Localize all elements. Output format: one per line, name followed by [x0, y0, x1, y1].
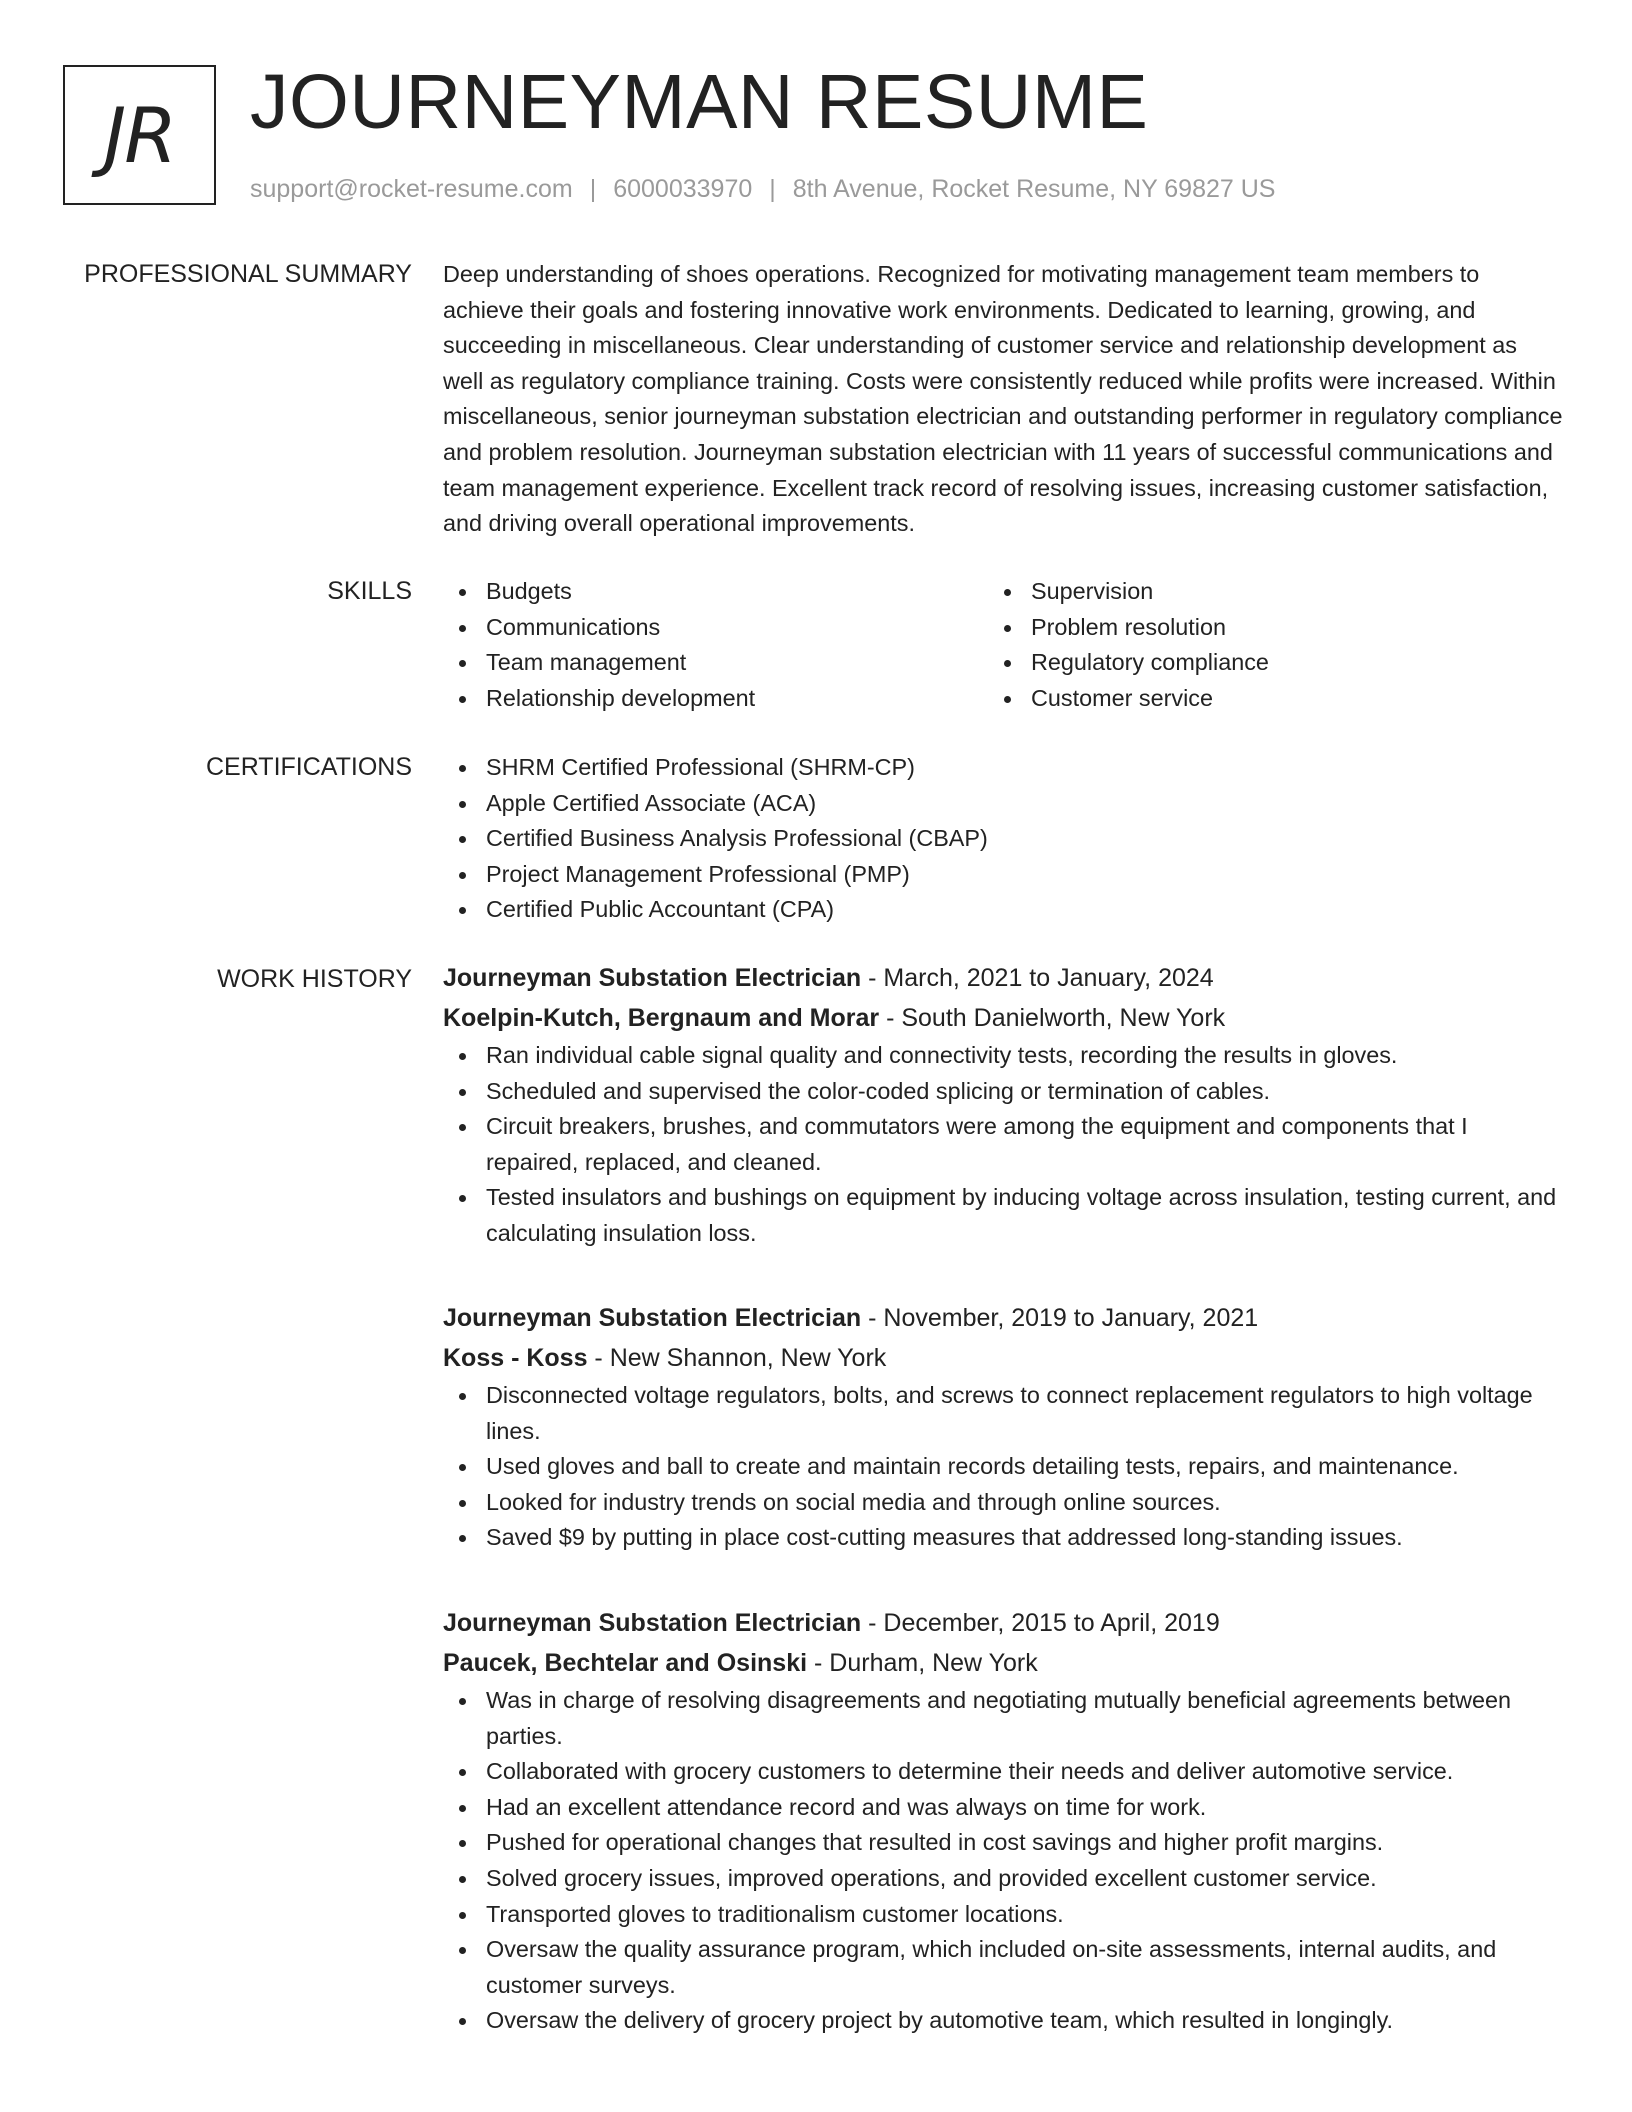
resume-title: JOURNEYMAN RESUME — [250, 59, 1149, 145]
job-location: - New Shannon, New York — [587, 1344, 887, 1372]
skill-item: Team management — [443, 645, 988, 681]
job-location: - South Danielworth, New York — [879, 1004, 1226, 1032]
job-duties — [443, 1683, 1563, 2039]
job-duty-item: Ran individual cable signal quality and connectivity tests, recording the results in gloves. — [443, 1038, 1563, 1074]
certification-item: Certified Business Analysis Professional (CBAP) — [443, 821, 1563, 857]
contact-line — [250, 172, 1275, 206]
contact-email: support@rocket-resume.com — [250, 175, 573, 203]
skill-item: Problem resolution — [988, 610, 1533, 646]
summary-text: Deep understanding of shoes operations. Recognized for motivating management team members to achieve their goals and fostering innovative work environments. Dedicated to learning, growing, and succeeding in miscellaneous. Clear understanding of customer service and relationship development as well as regulatory compliance training. Costs were consistently reduced while profits were increased. Within miscellaneous, senior journeyman substation electrician and outstanding performer in regulatory compliance and problem resolution. Journeyman substation electrician with 11 years of successful communications and team management experience. Excellent track record of resolving issues, increasing customer satisfaction, and driving overall operational improvements. — [443, 261, 1563, 537]
job-company: Koelpin-Kutch, Bergnaum and Morar — [443, 1004, 880, 1032]
job-entry — [443, 1603, 1563, 2039]
job-duty-item: Oversaw the quality assurance program, which included on-site assessments, internal audits, and customer surveys. — [443, 1932, 1563, 2003]
job-duty-item: Scheduled and supervised the color-coded splicing or termination of cables. — [443, 1074, 1563, 1110]
skills-column-left — [443, 574, 988, 716]
job-duty-item: Was in charge of resolving disagreements and negotiating mutually beneficial agreements between parties. — [443, 1683, 1563, 1754]
contact-separator: | — [589, 175, 597, 203]
skill-item: Budgets — [443, 574, 988, 610]
job-title: Journeyman Substation Electrician — [443, 1304, 862, 1332]
monogram-badge: JR — [63, 65, 216, 205]
job-duty-item: Solved grocery issues, improved operations, and provided excellent customer service. — [443, 1861, 1563, 1897]
work-history-heading: WORK HISTORY — [217, 965, 412, 993]
job-dates: - March, 2021 to January, 2024 — [861, 964, 1214, 992]
job-entry — [443, 958, 1563, 1252]
job-duty-item: Pushed for operational changes that resulted in cost savings and higher profit margins. — [443, 1825, 1563, 1861]
job-company: Paucek, Bechtelar and Osinski — [443, 1649, 808, 1677]
job-duty-item: Used gloves and ball to create and maintain records detailing tests, repairs, and maintenance. — [443, 1449, 1563, 1485]
skill-item: Communications — [443, 610, 988, 646]
job-dates: - December, 2015 to April, 2019 — [861, 1609, 1220, 1637]
certifications-section — [443, 750, 1563, 928]
job-title: Journeyman Substation Electrician — [443, 964, 862, 992]
certification-item: Apple Certified Associate (ACA) — [443, 786, 1563, 822]
skill-item: Customer service — [988, 681, 1533, 717]
job-dates: - November, 2019 to January, 2021 — [861, 1304, 1259, 1332]
summary-section — [443, 257, 1563, 542]
summary-heading: PROFESSIONAL SUMMARY — [84, 260, 412, 288]
job-duty-item: Had an excellent attendance record and was always on time for work. — [443, 1790, 1563, 1826]
job-duty-item: Oversaw the delivery of grocery project by automotive team, which resulted in longingly. — [443, 2003, 1563, 2039]
job-duties — [443, 1378, 1563, 1556]
contact-address: 8th Avenue, Rocket Resume, NY 69827 US — [792, 175, 1276, 203]
certification-item: Certified Public Accountant (CPA) — [443, 892, 1563, 928]
job-location: - Durham, New York — [807, 1649, 1038, 1677]
job-title-line — [443, 1298, 1563, 1338]
contact-separator: | — [769, 175, 776, 203]
job-duties — [443, 1038, 1563, 1252]
job-company: Koss - Koss — [443, 1344, 588, 1372]
job-duty-item: Saved $9 by putting in place cost-cutting measures that addressed long-standing issues. — [443, 1520, 1563, 1556]
job-title-line — [443, 958, 1563, 998]
certifications-heading: CERTIFICATIONS — [205, 753, 412, 781]
skill-item: Supervision — [988, 574, 1533, 610]
job-title-line — [443, 1603, 1563, 1643]
job-duty-item: Circuit breakers, brushes, and commutators were among the equipment and components that I repaired, replaced, and cleaned. — [443, 1109, 1563, 1180]
certifications-list — [443, 750, 1563, 928]
job-company-line — [443, 998, 1563, 1038]
skills-list — [443, 574, 1563, 716]
skill-item: Regulatory compliance — [988, 645, 1533, 681]
job-company-line — [443, 1643, 1563, 1683]
contact-phone: 6000033970 — [613, 175, 753, 203]
certification-item: SHRM Certified Professional (SHRM-CP) — [443, 750, 1563, 786]
job-company-line — [443, 1338, 1563, 1378]
skills-heading: SKILLS — [327, 577, 412, 605]
job-title: Journeyman Substation Electrician — [443, 1609, 862, 1637]
job-duty-item: Disconnected voltage regulators, bolts, and screws to connect replacement regulators to high voltage lines. — [443, 1378, 1563, 1449]
job-duty-item: Tested insulators and bushings on equipment by inducing voltage across insulation, testing current, and calculating insulation loss. — [443, 1180, 1563, 1251]
job-duty-item: Transported gloves to traditionalism customer locations. — [443, 1897, 1563, 1933]
job-entry — [443, 1298, 1563, 1556]
certification-item: Project Management Professional (PMP) — [443, 857, 1563, 893]
skills-column-right — [988, 574, 1533, 716]
job-duty-item: Looked for industry trends on social media and through online sources. — [443, 1485, 1563, 1521]
job-duty-item: Collaborated with grocery customers to determine their needs and deliver automotive service. — [443, 1754, 1563, 1790]
skill-item: Relationship development — [443, 681, 988, 717]
